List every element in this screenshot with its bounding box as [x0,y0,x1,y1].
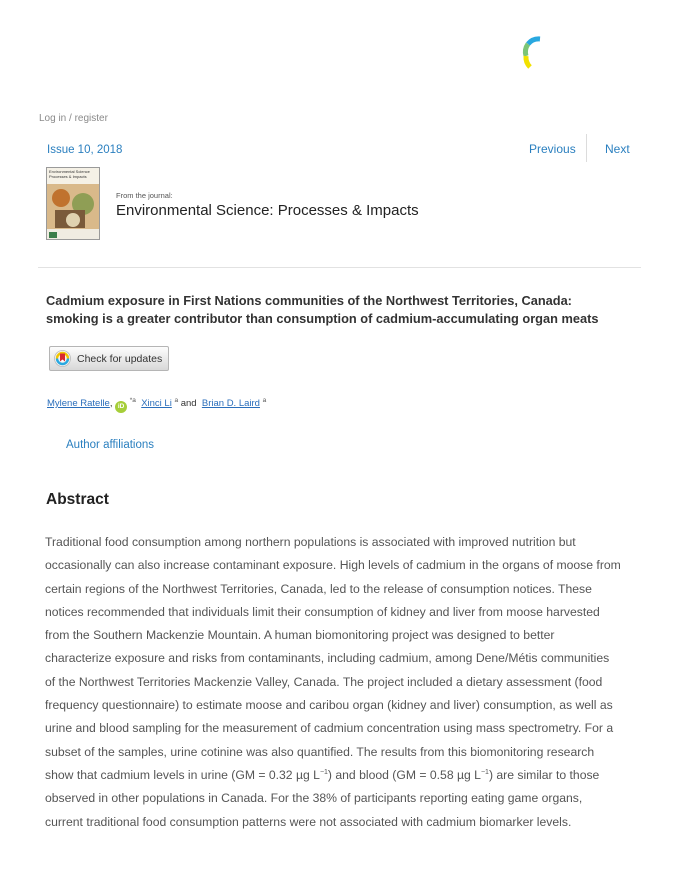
author-comma: , [109,398,116,410]
issue-link[interactable]: Issue 10, 2018 [47,144,123,156]
author-link[interactable]: Mylene Ratelle [47,398,110,410]
abstract-line: of the Northwest Territories Mackenzie Valley, Canada. The project included a dietary assessment (food [45,674,603,689]
author-link[interactable]: Xinci Li [141,398,172,410]
nav-divider [586,134,587,162]
check-for-updates-button[interactable] [49,346,169,371]
abstract-line: observed in other populations in Canada. For the 38% of participants reporting eating game organs, [45,791,583,806]
publisher-logo-icon [520,36,546,70]
journal-name-link[interactable]: Environmental Science: Processes & Impacts [116,202,419,219]
crossmark-icon [54,350,71,367]
cover-illustration-icon [47,184,99,240]
abstract-line: subset of the samples, urine cotinine was also quantified. The results from this biomonitoring research [45,744,595,759]
login-register-link[interactable]: Log in / register [39,113,108,124]
author-link[interactable]: Brian D. Laird [201,398,260,410]
cover-title: Environmental Science Processes & Impacts [49,169,90,179]
abstract-line: Traditional food consumption among northern populations is associated with improved nutrition but [45,535,576,549]
abstract-fragment: ) and blood (GM = 0.58 µg L [327,767,481,782]
orcid-icon[interactable]: iD [115,401,127,413]
previous-article-link[interactable]: Previous [529,142,576,156]
abstract-heading: Abstract [46,491,109,508]
abstract-fragment: ) are similar to those [488,767,600,782]
next-article-link[interactable]: Next [605,142,630,156]
abstract-line: frequency questionnaire) to estimate moose and caribou organ (kidney and liver) consumption, as well as [45,698,613,713]
abstract-line: occasionally can also increase contaminant exposure. High levels of cadmium in the organs of moose from [45,558,621,573]
author-affiliation-marker: a [174,397,179,404]
abstract-fragment: show that cadmium levels in urine (GM = 0.32 µg L [45,767,320,782]
abstract-line [45,764,645,787]
abstract-line: notices recommended that individuals limit their consumption of kidney and liver from moose harvested [45,604,600,619]
abstract-line: certain regions of the Northwest Territories, Canada, led to the release of consumption notices. These [45,581,592,596]
article-title [46,292,646,328]
section-divider [38,267,641,268]
abstract-text [45,531,645,834]
article-title-line: smoking is a greater contributor than consumption of cadmium-accumulating organ meats [46,311,599,326]
unit-exponent: −1 [319,768,328,776]
author-and: and [180,398,197,410]
abstract-line: from the Southern Mackenzie Mountain. A human biomonitoring project was designed to better [45,628,555,643]
author-affiliation-marker: a [262,397,267,404]
author-affiliations-toggle[interactable]: Author affiliations [66,439,155,451]
author-affiliation-marker: *a [129,397,136,404]
check-for-updates-label: Check for updates [77,353,163,365]
journal-cover-image[interactable] [46,167,100,240]
abstract-line: urine and blood sampling for the measurement of cadmium concentration using mass spectrometry. For a [45,721,614,736]
abstract-line: characterize exposure and risks from contaminants, including cadmium, among Dene/Métis communities [45,651,610,666]
author-list [47,397,266,413]
abstract-line: current traditional food consumption patterns were not associated with cadmium biomarker levels. [45,814,572,829]
unit-exponent: −1 [480,768,489,776]
from-journal-label: From the journal: [116,191,173,200]
article-title-line: Cadmium exposure in First Nations communities of the Northwest Territories, Canada: [46,293,572,308]
